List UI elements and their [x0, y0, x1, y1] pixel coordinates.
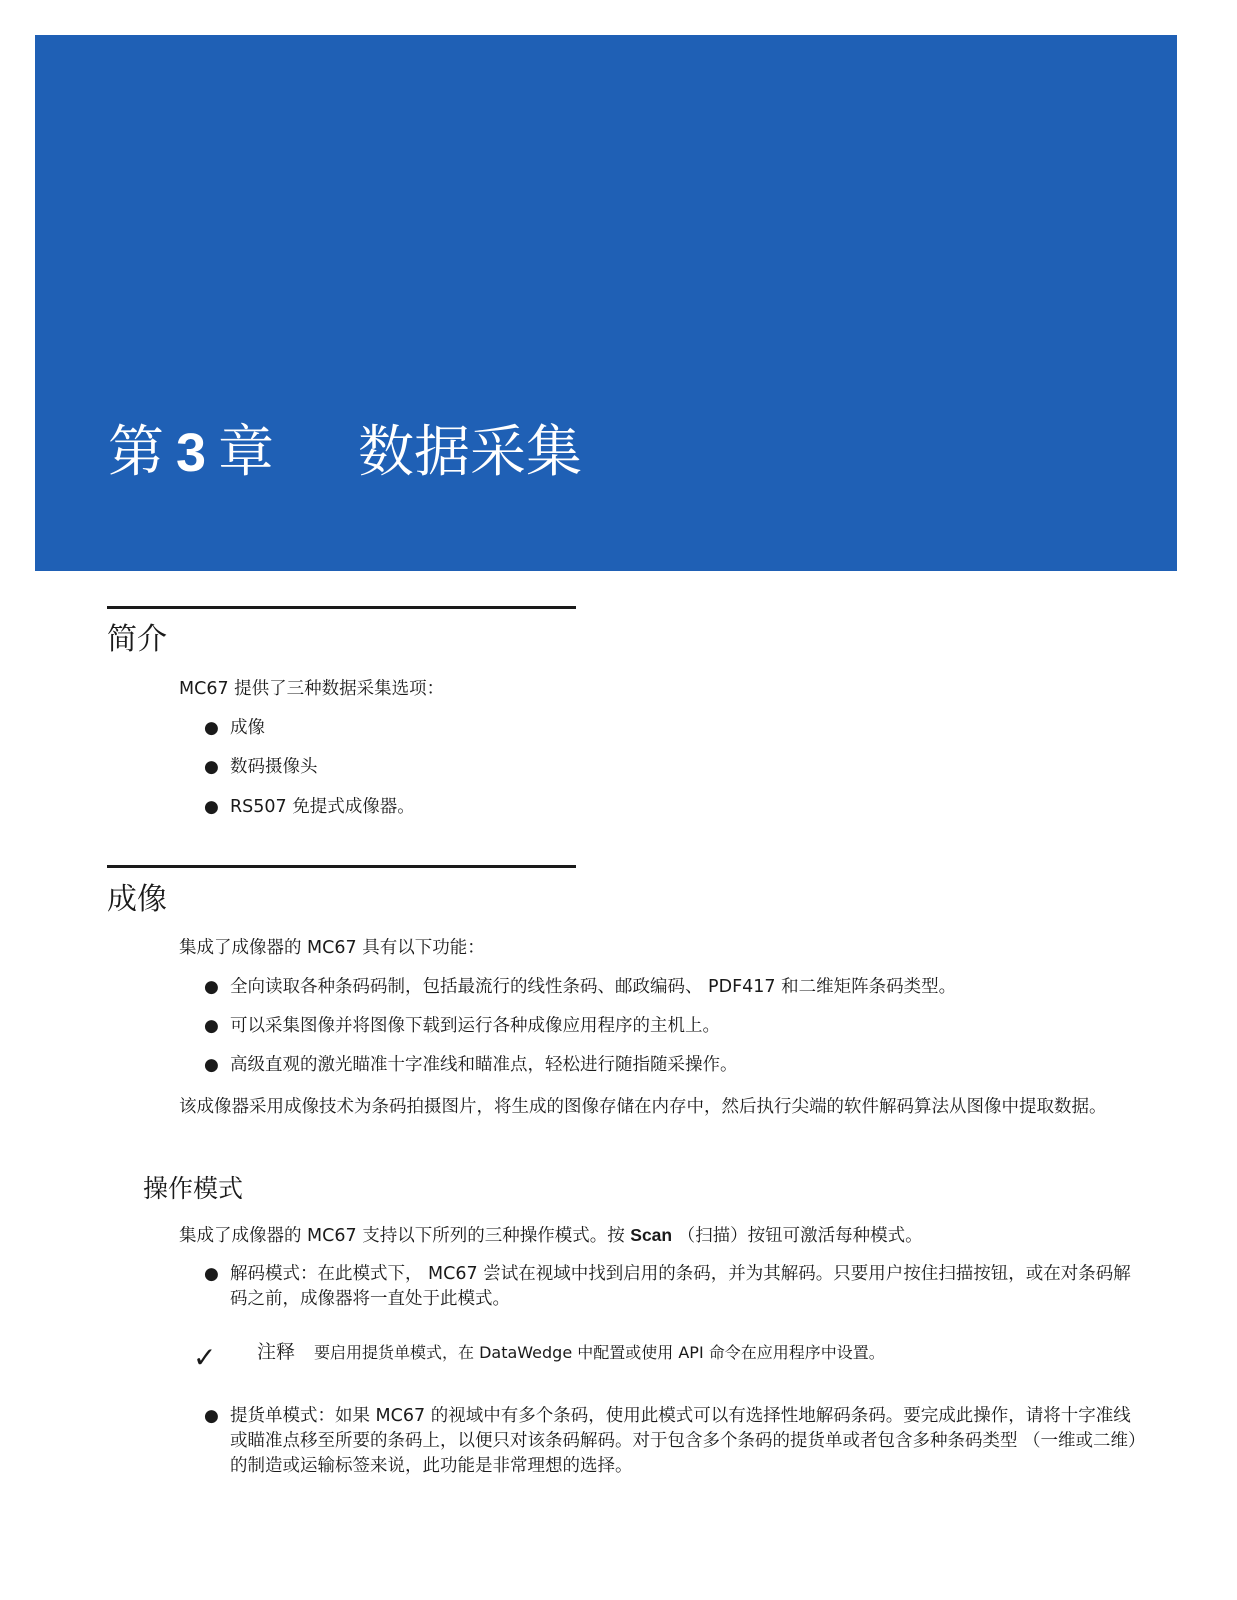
- list-item: ● 成像: [204, 716, 1139, 741]
- bullet-icon: ●: [204, 797, 219, 817]
- bullet-icon: ●: [204, 1016, 219, 1036]
- list-item: ● RS507 免提式成像器。: [204, 795, 1139, 820]
- bullet-icon: ●: [204, 718, 219, 738]
- list-item: ● 提货单模式：如果 MC67 的视域中有多个条码，使用此模式可以有选择性地解码条码。要完成此操作，请将十字准线或瞄准点移至所要的条码上，以便只对该条码解码。对于包含多个条码的提货单或者包含多种条码类型 （一维或二维）的制造或运输标签来说，此功能是非常理想的选择。: [204, 1406, 1137, 1476]
- list-item: ● 全向读取各种条码码制，包括最流行的线性条码、邮政编码、 PDF417 和二维矩阵条码类型。: [204, 975, 1139, 1000]
- chapter-number: 3: [176, 423, 207, 483]
- section-heading-intro: 简介: [107, 622, 167, 657]
- bullet-icon: ●: [204, 1264, 219, 1284]
- chapter-banner: [35, 35, 1177, 571]
- intro-lead: MC67 提供了三种数据采集选项：: [179, 679, 445, 699]
- list-item: ● 解码模式：在此模式下， MC67 尝试在视域中找到启用的条码，并为其解码。只要用户按住扫描按钮，或在对条码解码之前，成像器将一直处于此模式。: [204, 1264, 1131, 1309]
- modes-lead: 集成了成像器的 MC67 支持以下所列的三种操作模式。按 Scan （扫描）按钮可激活每种模式。: [179, 1225, 923, 1246]
- bullet-icon: ●: [204, 1055, 219, 1075]
- bullet-icon: ●: [204, 757, 219, 777]
- section-heading-imaging: 成像: [107, 882, 167, 917]
- chapter-title: [108, 418, 582, 488]
- subsection-heading-modes: 操作模式: [143, 1174, 244, 1203]
- chapter-prefix: 第: [108, 420, 164, 485]
- section-divider: [107, 865, 576, 868]
- bullet-icon: ●: [204, 1406, 219, 1426]
- note-text: 要启用提货单模式，在 DataWedge 中配置或使用 API 命令在应用程序中设置。: [314, 1343, 885, 1362]
- scan-key-label: Scan: [630, 1225, 673, 1245]
- list-item: ● 高级直观的激光瞄准十字准线和瞄准点，轻松进行随指随采操作。: [204, 1053, 1139, 1078]
- chapter-suffix: 章: [218, 420, 275, 485]
- checkmark-icon: ✓: [193, 1341, 217, 1374]
- bullet-icon: ●: [204, 977, 219, 997]
- list-item: ● 数码摄像头: [204, 755, 1139, 780]
- section-divider: [107, 606, 576, 609]
- imaging-lead: 集成了成像器的 MC67 具有以下功能：: [179, 938, 485, 958]
- chapter-name: 数据采集: [358, 420, 583, 485]
- list-item: ● 可以采集图像并将图像下载到运行各种成像应用程序的主机上。: [204, 1014, 1139, 1039]
- note-label: 注释: [257, 1341, 296, 1363]
- imaging-body: 该成像器采用成像技术为条码拍摄图片，将生成的图像存储在内存中，然后执行尖端的软件解码算法从图像中提取数据。: [179, 1097, 1107, 1117]
